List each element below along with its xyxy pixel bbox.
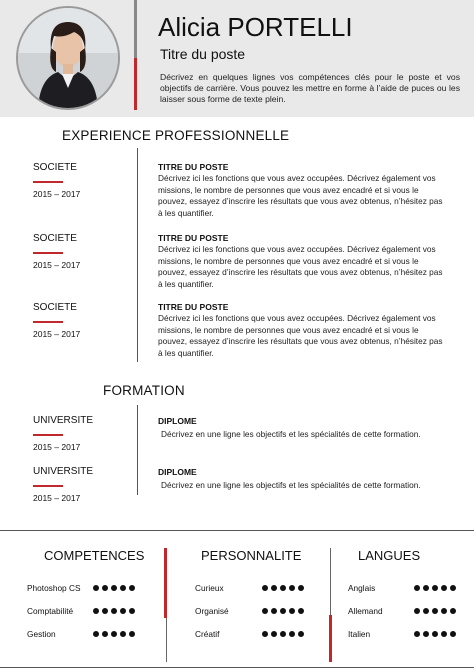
formation-entry-meta (33, 415, 93, 452)
diploma-description: Décrivez en une ligne les objectifs et les spécialités de cette formation. (161, 480, 421, 490)
formation-entry-meta (33, 466, 93, 503)
rating-dot (102, 585, 108, 591)
rating-dot (289, 608, 295, 614)
rating-dot (450, 631, 456, 637)
trait-rating (262, 608, 304, 614)
position-title: TITRE DU POSTE (158, 302, 229, 312)
language-label: Allemand (348, 606, 383, 616)
experience-entry-meta (33, 162, 80, 199)
rating-dot (450, 608, 456, 614)
rating-dot (280, 585, 286, 591)
formation-entry-details (158, 467, 444, 490)
language-label: Anglais (348, 583, 376, 593)
position-title: TITRE DU POSTE (158, 162, 229, 172)
language-rating (414, 631, 456, 637)
company-name: SOCIETE (33, 233, 77, 244)
skill-label: Photoshop CS (27, 583, 81, 593)
skill-rating (93, 585, 135, 591)
position-title: TITRE DU POSTE (158, 233, 229, 243)
skill-rating (93, 631, 135, 637)
rating-dot (432, 608, 438, 614)
language-label: Italien (348, 629, 371, 639)
company-name: SOCIETE (33, 162, 77, 173)
company-name: SOCIETE (33, 302, 77, 313)
rating-dot (414, 585, 420, 591)
rating-dot (280, 608, 286, 614)
rating-dot (102, 608, 108, 614)
language-rating (414, 585, 456, 591)
rating-dot (111, 608, 117, 614)
rating-dot (289, 631, 295, 637)
diploma-title: DIPLOME (158, 416, 197, 426)
school-name: UNIVERSITE (33, 415, 94, 426)
experience-entry-details (158, 302, 444, 359)
column-accent-bar (329, 615, 332, 662)
competences-title: COMPETENCES (44, 548, 145, 563)
diploma-description: Décrivez en une ligne les objectifs et les spécialités de cette formation. (161, 429, 421, 439)
rating-dot (423, 585, 429, 591)
position-description: Décrivez ici les fonctions que vous avez occupées. Décrivez également vos missions, le nombre de personnes que vous avez encadré et si vous le pouvez, essayez d’inscrire les résultats que vous avez obtenus, n’hésitez pas à les quantifier. (158, 244, 443, 289)
langues-title: LANGUES (358, 548, 421, 563)
rating-dot (271, 585, 277, 591)
rating-dot (432, 631, 438, 637)
entry-dates: 2015 – 2017 (33, 260, 81, 270)
rating-dot (129, 608, 135, 614)
experience-entry-meta (33, 302, 80, 339)
rating-dot (93, 585, 99, 591)
profile-photo-illustration (18, 8, 118, 108)
entry-accent-line (33, 321, 63, 323)
rating-dot (111, 631, 117, 637)
entry-accent-line (33, 181, 63, 183)
rating-dot (441, 608, 447, 614)
diploma-title: DIPLOME (158, 467, 197, 477)
trait-rating (262, 585, 304, 591)
rating-dot (93, 608, 99, 614)
personnalite-title: PERSONNALITE (201, 548, 302, 563)
entry-dates: 2015 – 2017 (33, 493, 81, 503)
entry-dates: 2015 – 2017 (33, 329, 81, 339)
person-name: Alicia PORTELLI (158, 12, 353, 42)
rating-dot (298, 585, 304, 591)
experience-section-title: EXPERIENCE PROFESSIONNELLE (62, 128, 290, 143)
column-accent-bar (164, 548, 167, 618)
entry-accent-line (33, 485, 63, 487)
profile-photo (16, 6, 120, 110)
position-description: Décrivez ici les fonctions que vous avez occupées. Décrivez également vos missions, le nombre de personnes que vous avez encadré et si vous le pouvez, essayez d’inscrire les résultats que vous avez obtenus, n’hésitez pas à les quantifier. (158, 173, 443, 218)
skills-top-divider (0, 530, 474, 531)
job-title: Titre du poste (160, 46, 246, 62)
experience-entry-meta (33, 233, 80, 270)
skill-label: Comptabilité (27, 606, 74, 616)
trait-label: Curieux (195, 583, 224, 593)
trait-rating (262, 631, 304, 637)
rating-dot (441, 585, 447, 591)
formation-timeline (137, 405, 138, 495)
rating-dot (120, 585, 126, 591)
skills-bottom-divider (0, 667, 474, 668)
entry-dates: 2015 – 2017 (33, 189, 81, 199)
rating-dot (93, 631, 99, 637)
rating-dot (262, 608, 268, 614)
rating-dot (289, 585, 295, 591)
entry-dates: 2015 – 2017 (33, 442, 81, 452)
formation-section-title: FORMATION (103, 383, 185, 398)
trait-label: Créatif (195, 629, 220, 639)
rating-dot (280, 631, 286, 637)
rating-dot (102, 631, 108, 637)
formation-entry-details (158, 416, 444, 439)
rating-dot (298, 631, 304, 637)
school-name: UNIVERSITE (33, 466, 94, 477)
rating-dot (432, 585, 438, 591)
rating-dot (262, 631, 268, 637)
rating-dot (120, 631, 126, 637)
skill-rating (93, 608, 135, 614)
rating-dot (271, 608, 277, 614)
rating-dot (120, 608, 126, 614)
position-description: Décrivez ici les fonctions que vous avez occupées. Décrivez également vos missions, le nombre de personnes que vous avez encadré et si vous le pouvez, essayez d’inscrire les résultats que vous avez obtenus, n’hésitez pas à les quantifier. (158, 313, 443, 358)
rating-dot (423, 631, 429, 637)
entry-accent-line (33, 434, 63, 436)
entry-accent-line (33, 252, 63, 254)
rating-dot (414, 608, 420, 614)
rating-dot (129, 585, 135, 591)
profile-summary: Décrivez en quelques lignes vos compétences clés pour le poste et vos objectifs de carrière. Vous pouvez les mettre en forme à l’aide de puces ou les laisser sous forme de texte plein. (160, 72, 460, 105)
header-divider (134, 0, 137, 58)
rating-dot (271, 631, 277, 637)
experience-entry-details (158, 162, 444, 219)
rating-dot (129, 631, 135, 637)
rating-dot (441, 631, 447, 637)
rating-dot (111, 585, 117, 591)
language-rating (414, 608, 456, 614)
rating-dot (414, 631, 420, 637)
skill-label: Gestion (27, 629, 56, 639)
experience-timeline (137, 148, 138, 362)
rating-dot (450, 585, 456, 591)
rating-dot (423, 608, 429, 614)
experience-entry-details (158, 233, 444, 290)
trait-label: Organisé (195, 606, 229, 616)
rating-dot (262, 585, 268, 591)
rating-dot (298, 608, 304, 614)
